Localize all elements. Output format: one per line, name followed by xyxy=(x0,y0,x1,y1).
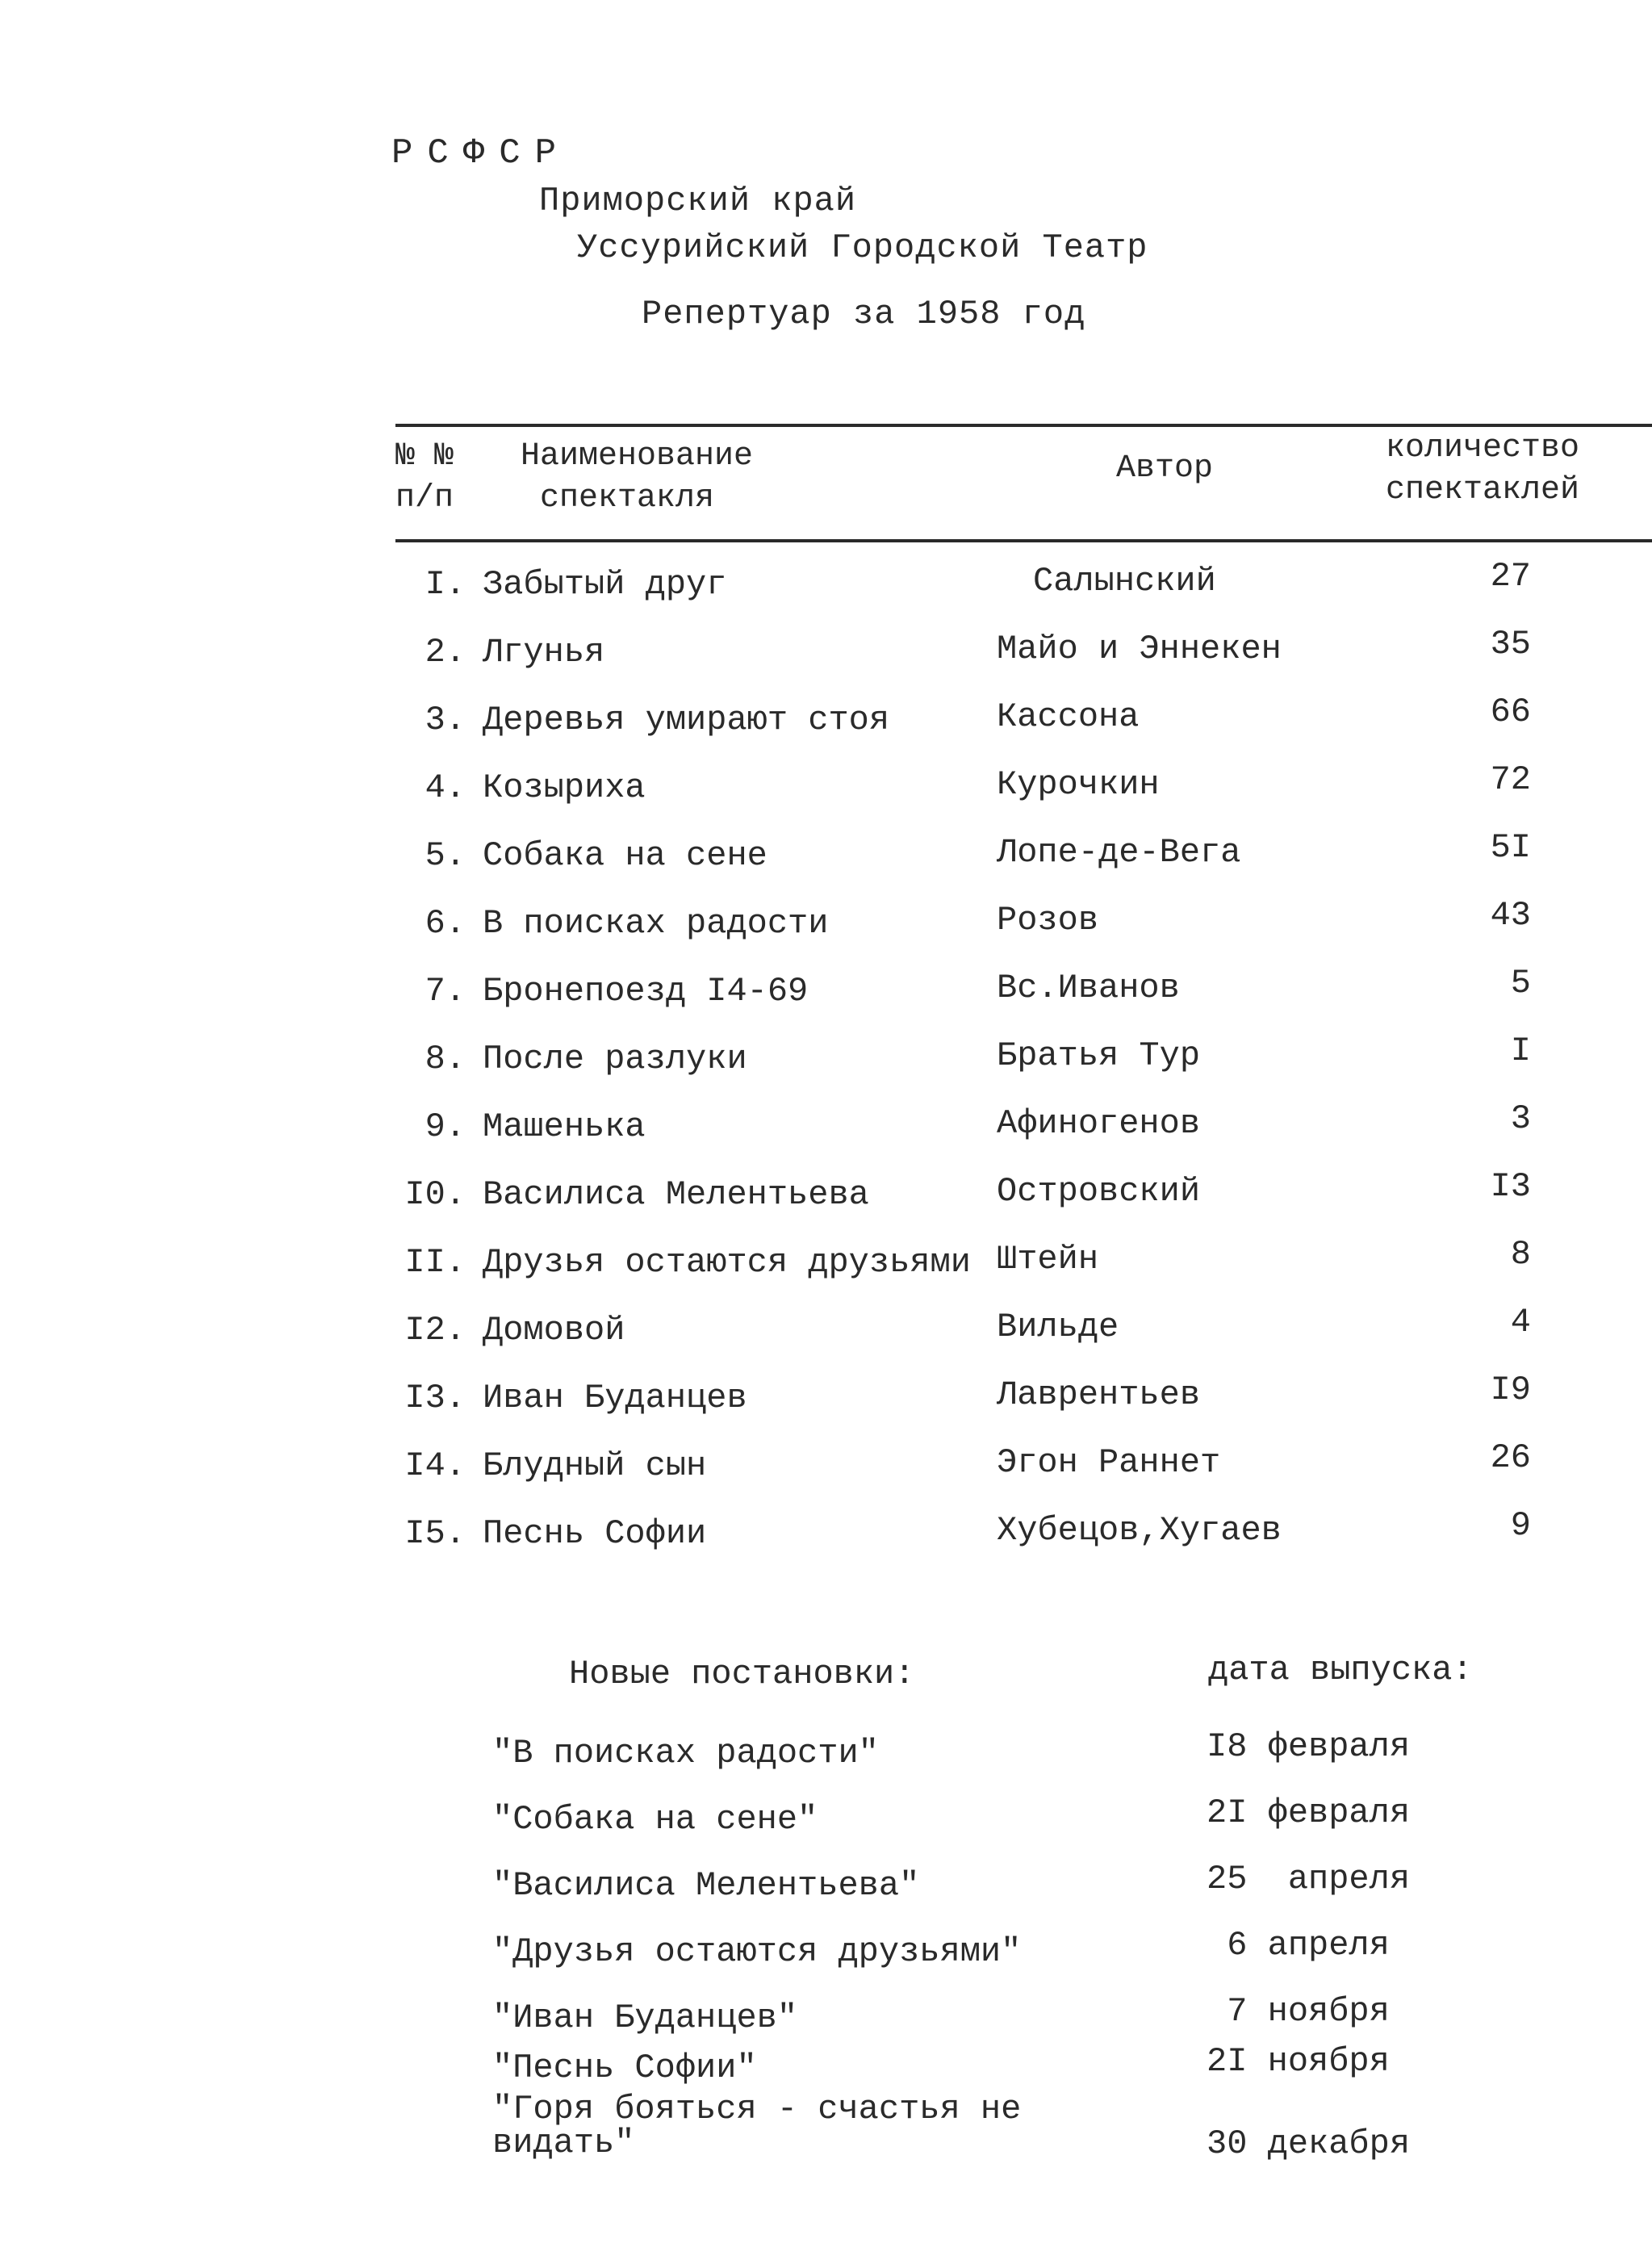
row-title: Лгунья xyxy=(483,633,605,672)
row-title: Деревья умирают стоя xyxy=(483,701,890,739)
row-title: Бронепоезд I4-69 xyxy=(483,972,809,1011)
row-number: 4. xyxy=(425,768,466,807)
region-heading: Приморский край xyxy=(539,182,857,220)
row-count: I9 xyxy=(1490,1371,1531,1409)
row-number: I3. xyxy=(404,1379,466,1417)
row-author: Салынский xyxy=(1033,562,1216,601)
production-date: 25 апреля xyxy=(1207,1860,1411,1898)
row-author: Штейн xyxy=(997,1240,1099,1279)
row-author: Розов xyxy=(997,901,1099,940)
row-count: 43 xyxy=(1490,896,1531,935)
list-item xyxy=(0,2090,1652,2163)
table-row xyxy=(0,1438,1652,1506)
list-item xyxy=(0,1926,1652,1992)
table-row xyxy=(0,625,1652,693)
list-item xyxy=(0,1992,1652,2042)
table-row xyxy=(0,896,1652,964)
republic-heading: РСФСР xyxy=(391,133,571,174)
row-number: 3. xyxy=(425,701,466,739)
production-title: "Собака на сене" xyxy=(492,1800,818,1839)
row-title: Блудный сын xyxy=(483,1446,707,1485)
table-row xyxy=(0,828,1652,896)
production-title: "Иван Буданцев" xyxy=(492,1998,798,2037)
row-number: 9. xyxy=(425,1107,466,1146)
list-item xyxy=(0,2042,1652,2092)
row-number: I5. xyxy=(404,1514,466,1553)
production-title: "В поисках радости" xyxy=(492,1734,879,1772)
row-title: Домовой xyxy=(483,1311,625,1350)
row-title: Козыриха xyxy=(483,768,646,807)
row-count: 4 xyxy=(1510,1303,1531,1341)
row-number: I0. xyxy=(404,1175,466,1214)
row-title: Друзья остаются друзьями xyxy=(483,1243,971,1282)
row-title: Василиса Мелентьева xyxy=(483,1175,869,1214)
row-count: 5 xyxy=(1510,964,1531,1002)
row-author: Вильде xyxy=(997,1308,1119,1346)
list-item xyxy=(0,1727,1652,1793)
production-title: "Песнь Софии" xyxy=(492,2049,757,2087)
row-number: II. xyxy=(404,1243,466,1282)
row-number: 2. xyxy=(425,633,466,672)
row-title: Песнь Софии xyxy=(483,1514,707,1553)
row-count: 66 xyxy=(1490,693,1531,731)
row-title: После разлуки xyxy=(483,1040,747,1078)
row-count: 27 xyxy=(1490,557,1531,596)
new-productions-heading: Новые постановки: xyxy=(569,1655,915,1693)
table-row xyxy=(0,760,1652,828)
table-row xyxy=(0,1371,1652,1438)
row-count: 9 xyxy=(1510,1506,1531,1545)
row-count: 35 xyxy=(1490,625,1531,663)
row-count: I xyxy=(1510,1032,1531,1070)
table-row xyxy=(0,1303,1652,1371)
production-date: I8 февраля xyxy=(1207,1727,1411,1766)
repertoire-table xyxy=(0,557,1652,1574)
row-author: Кассона xyxy=(997,697,1140,736)
table-row xyxy=(0,1099,1652,1167)
row-author: Островский xyxy=(997,1172,1201,1211)
table-row xyxy=(0,557,1652,625)
row-author: Эгон Раннет xyxy=(997,1443,1221,1482)
new-productions-list xyxy=(0,1727,1652,2163)
row-title: Иван Буданцев xyxy=(483,1379,747,1417)
row-count: 8 xyxy=(1510,1235,1531,1274)
list-item xyxy=(0,1860,1652,1926)
row-title: В поисках радости xyxy=(483,904,829,943)
row-author: Братья Тур xyxy=(997,1036,1201,1075)
theatre-heading: Уссурийский Городской Театр xyxy=(577,228,1148,267)
production-title: "Горя бояться - счастья не видать" xyxy=(492,2090,1022,2162)
table-row xyxy=(0,1032,1652,1099)
production-title: "Друзья остаются друзьями" xyxy=(492,1932,1022,1971)
row-title: Забытый друг xyxy=(483,565,727,604)
row-number: 8. xyxy=(425,1040,466,1078)
release-date-heading: дата выпуска: xyxy=(1208,1651,1473,1689)
production-date: 7 ноября xyxy=(1207,1992,1390,2031)
column-header-author: Автор xyxy=(1116,450,1214,487)
column-header-number: № № п/п xyxy=(395,438,454,517)
column-header-count: количество спектаклей xyxy=(1386,430,1580,508)
row-author: Хубецов,Хугаев xyxy=(997,1511,1282,1550)
production-date: 2I февраля xyxy=(1207,1793,1411,1832)
row-author: Майо и Эннекен xyxy=(997,630,1282,668)
list-item xyxy=(0,1793,1652,1860)
document-title: Репертуар за 1958 год xyxy=(642,295,1086,333)
row-number: 6. xyxy=(425,904,466,943)
production-date: 30 декабря xyxy=(1207,2124,1411,2163)
table-row xyxy=(0,1167,1652,1235)
production-date: 2I ноября xyxy=(1207,2042,1390,2081)
row-count: 72 xyxy=(1490,760,1531,799)
row-number: 7. xyxy=(425,972,466,1011)
column-header-title: Наименование спектакля xyxy=(521,438,754,517)
row-number: 5. xyxy=(425,836,466,875)
row-count: 3 xyxy=(1510,1099,1531,1138)
row-number: I. xyxy=(425,565,466,604)
row-count: I3 xyxy=(1490,1167,1531,1206)
row-author: Лаврентьев xyxy=(997,1375,1201,1414)
table-row xyxy=(0,1235,1652,1303)
row-author: Лопе-де-Вега xyxy=(997,833,1241,872)
row-author: Афиногенов xyxy=(997,1104,1201,1143)
table-row xyxy=(0,964,1652,1032)
row-count: 5I xyxy=(1490,828,1531,867)
row-number: I4. xyxy=(404,1446,466,1485)
row-count: 26 xyxy=(1490,1438,1531,1477)
production-date: 6 апреля xyxy=(1207,1926,1390,1965)
table-header-rule xyxy=(395,539,1652,542)
row-author: Курочкин xyxy=(997,765,1160,804)
row-author: Вс.Иванов xyxy=(997,969,1180,1007)
table-row xyxy=(0,693,1652,760)
row-title: Собака на сене xyxy=(483,836,767,875)
table-top-rule xyxy=(395,424,1652,427)
row-title: Машенька xyxy=(483,1107,646,1146)
table-row xyxy=(0,1506,1652,1574)
production-title: "Василиса Мелентьева" xyxy=(492,1866,920,1905)
row-number: I2. xyxy=(404,1311,466,1350)
